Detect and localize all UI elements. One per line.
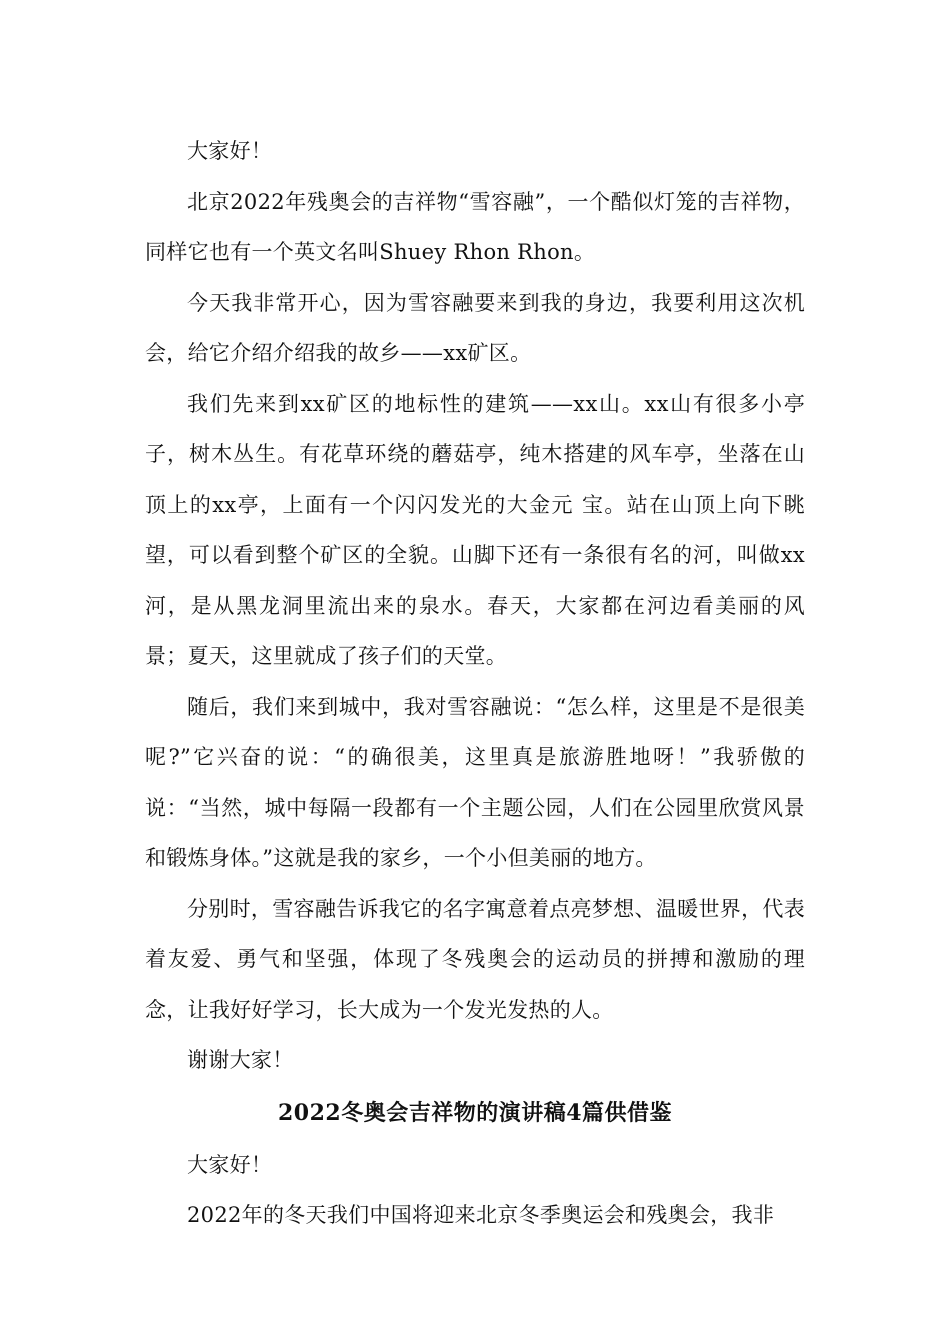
body-paragraph: 我们先来到xx矿区的地标性的建筑——xx山。xx山有很多小亭子，树木丛生。有花草环绕的蘑菇亭，纯木搭建的风车亭，坐落在山顶上的xx亭，上面有一个闪闪发光的大金元 宝。站在山顶上向下眺望，可以看到整个矿区的全貌。山脚下还有一条很有名的河，叫做xx河，是从黑龙洞里流出来的泉水。春天，大家都在河边看美丽的风景；夏天，这里就成了孩子们的天堂。 bbox=[145, 391, 805, 668]
closing-paragraph: 谢谢大家！ bbox=[187, 1048, 294, 1072]
section-heading: 2022冬奥会吉祥物的演讲稿4篇供借鉴 bbox=[277, 1099, 673, 1126]
greeting-paragraph: 大家好！ bbox=[187, 139, 273, 163]
body-paragraph: 分别时，雪容融告诉我它的名字寓意着点亮梦想、温暖世界，代表着友爱、勇气和坚强，体现了冬残奥会的运动员的拼搏和激励的理念，让我好好学习，长大成为一个发光发热的人。 bbox=[145, 896, 805, 1022]
body-paragraph: 北京2022年残奥会的吉祥物“雪容融”，一个酷似灯笼的吉祥物，同样它也有一个英文名叫Shuey Rhon Rhon。 bbox=[145, 189, 805, 264]
body-paragraph: 2022年的冬天我们中国将迎来北京冬季奥运会和残奥会，我非 bbox=[187, 1203, 775, 1227]
greeting-paragraph: 大家好！ bbox=[187, 1152, 273, 1177]
body-paragraph: 随后，我们来到城中，我对雪容融说：“怎么样，这里是不是很美呢?”它兴奋的说：“的确很美，这里真是旅游胜地呀！”我骄傲的说：“当然，城中每隔一段都有一个主题公园，人们在公园里欣赏风景和锻炼身体。”这就是我的家乡，一个小但美丽的地方。 bbox=[145, 694, 805, 870]
body-paragraph: 今天我非常开心，因为雪容融要来到我的身边，我要利用这次机会，给它介绍介绍我的故乡——xx矿区。 bbox=[145, 290, 805, 365]
